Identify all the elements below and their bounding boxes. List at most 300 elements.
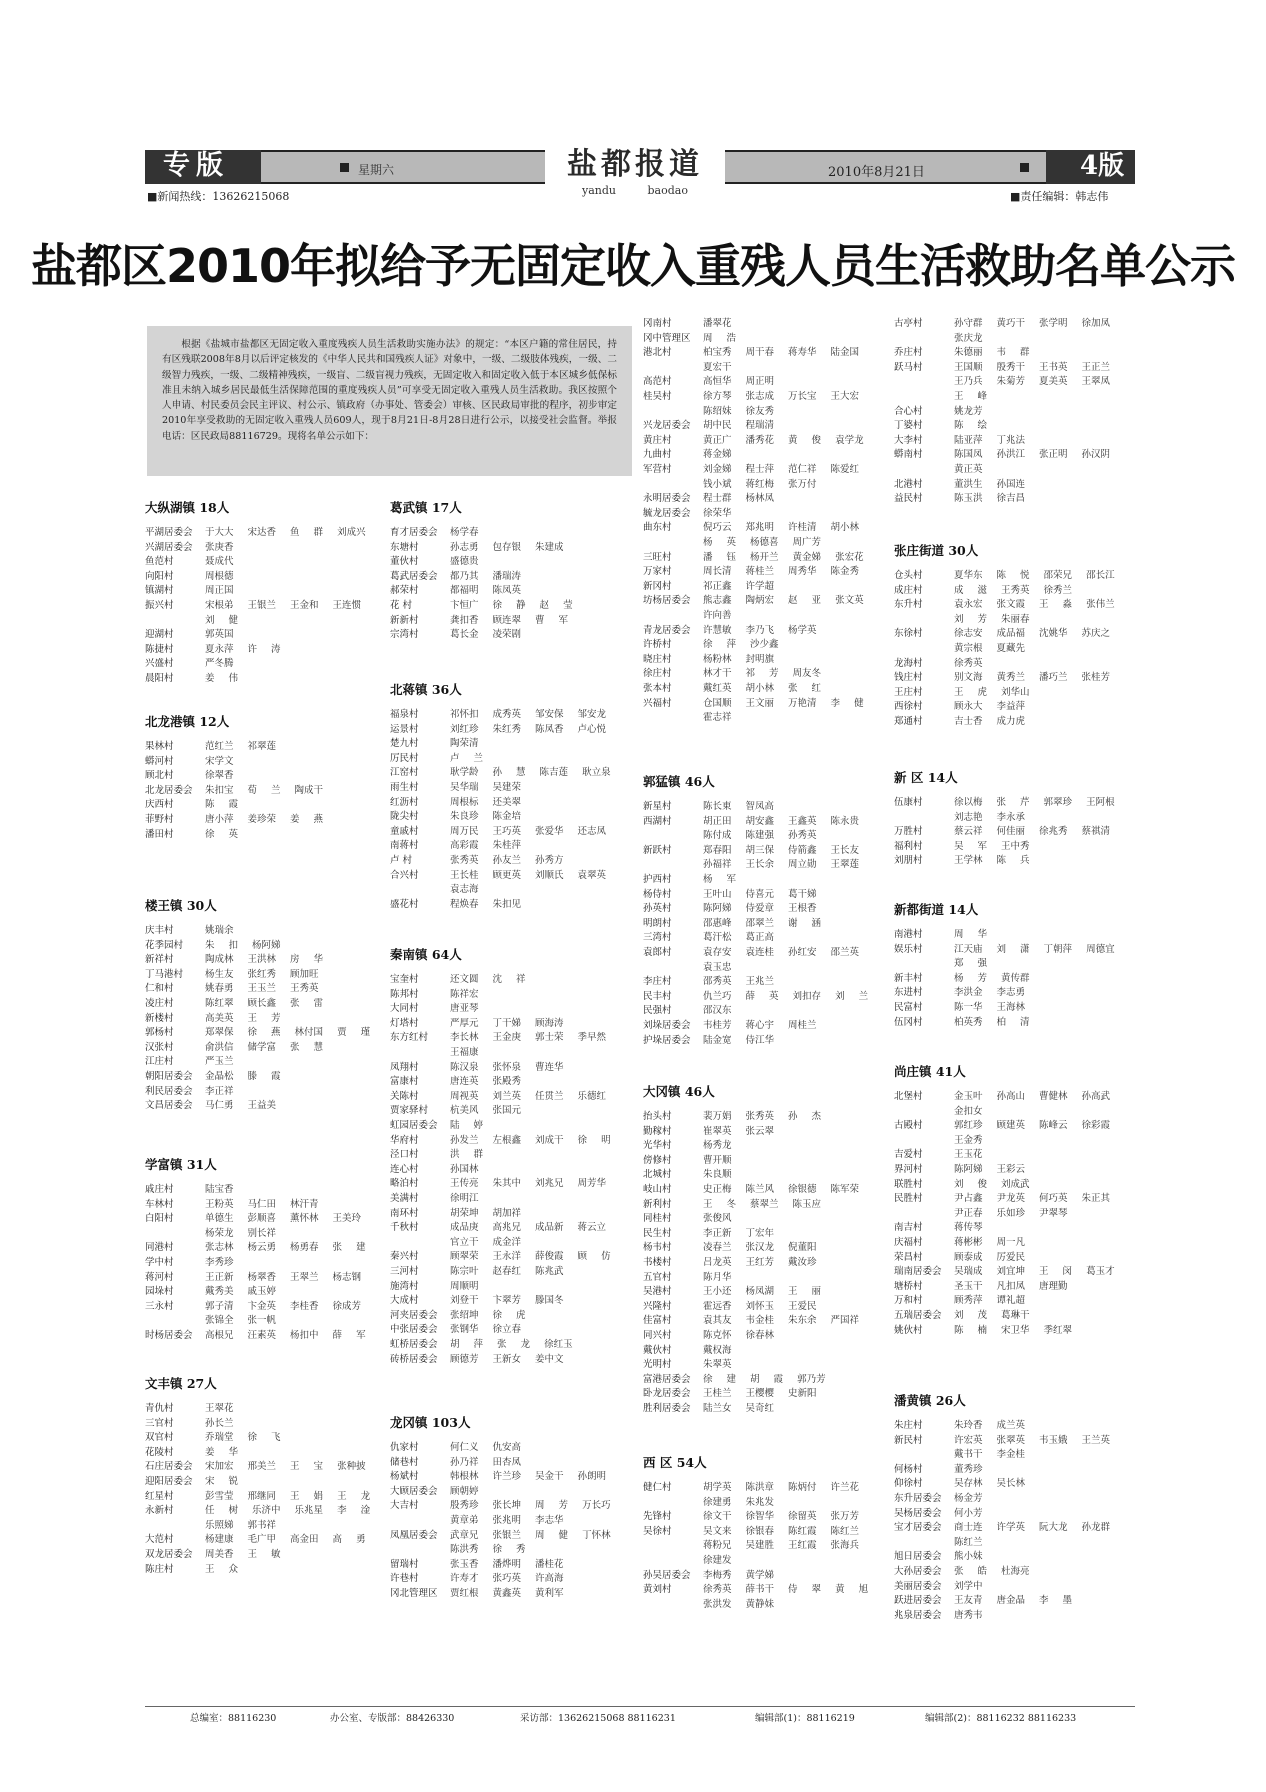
recipient-names: 王 虎 刘华山: [954, 686, 1030, 698]
village-name: 宝才居委会: [894, 1522, 942, 1534]
list-item: [145, 1445, 385, 1460]
village-name: 园垛村: [145, 1286, 174, 1298]
list-item: [643, 710, 883, 725]
list-item: [894, 389, 1134, 404]
list-item: [894, 1491, 1134, 1506]
list-item: [145, 1562, 385, 1577]
recipient-names: 周 华: [954, 929, 988, 940]
village-name: 民丰村: [643, 990, 672, 1002]
list-item: [145, 739, 385, 754]
list-item: [894, 1220, 1134, 1235]
recipient-names: 刘 健: [205, 614, 239, 626]
village-name: 新跃村: [643, 844, 672, 856]
village-name: 港北村: [643, 347, 672, 359]
village-name: 荣昌村: [894, 1251, 923, 1263]
list-item: [390, 1001, 630, 1016]
recipient-names: 别文海 黄秀兰 潘巧兰 张桂芳: [954, 672, 1111, 684]
recipient-names: 卢 兰: [450, 752, 484, 764]
recipient-names: 任 树 乐济中 乐兆星 李 淦: [205, 1505, 371, 1517]
recipient-names: 许宏英 张翠英 韦玉娥 王兰英: [954, 1434, 1111, 1446]
recipient-names: 黄章弟 张兆明 李志华: [450, 1515, 564, 1526]
list-item: [894, 568, 1134, 583]
recipient-names: 吴 军 王中秀: [954, 840, 1030, 852]
village-name: 平湖居委会: [145, 527, 193, 538]
recipient-names: 商士连 许学英 阮大龙 孙龙群: [954, 1522, 1111, 1534]
village-name: 兴福村: [643, 697, 672, 709]
list-item: [643, 462, 883, 477]
list-column-3: [643, 0, 868, 1792]
recipient-names: 何小芳: [954, 1507, 983, 1519]
recipient-names: 曹开顺: [703, 1154, 732, 1166]
list-item: [390, 1147, 630, 1162]
list-item: [643, 1033, 883, 1048]
recipient-names: 陈洪秀 徐 秀: [450, 1544, 526, 1556]
recipient-names: 李正新 丁宏年: [703, 1227, 775, 1239]
recipient-names: 孙长兰: [205, 1417, 234, 1429]
recipient-names: 夏宏干: [703, 361, 732, 373]
village-name: 双官村: [145, 1432, 174, 1444]
list-item: [145, 1240, 385, 1255]
list-item: [894, 956, 1134, 971]
village-name: 许巷村: [390, 1573, 419, 1585]
list-item: [894, 1264, 1134, 1279]
list-item: [894, 1000, 1134, 1015]
village-name: 灯塔村: [390, 1017, 419, 1029]
recipient-names: 郭红珍 顾建英 陈峰云 徐彩霞: [954, 1120, 1111, 1132]
village-name: 娱乐村: [894, 943, 923, 955]
list-column-2: [390, 0, 615, 1792]
village-name: 顾北村: [145, 770, 174, 782]
village-name: 果林村: [145, 741, 174, 752]
village-name: 新星村: [643, 801, 672, 812]
village-name: 晓庄村: [643, 653, 672, 665]
recipient-names: 唐秀韦: [954, 1609, 983, 1621]
recipient-names: 周顺明: [450, 1280, 479, 1292]
recipient-names: 杭美风 张国元: [450, 1105, 522, 1117]
village-name: 车林村: [145, 1198, 174, 1210]
village-name: 富康村: [390, 1076, 419, 1088]
list-item: [894, 433, 1134, 448]
recipient-names: 顾德芳 王新女 姜中文: [450, 1353, 564, 1365]
village-name: 潘田村: [145, 828, 174, 840]
list-item: [145, 540, 385, 555]
village-name: 许桥村: [643, 639, 672, 651]
village-name: 跃进居委会: [894, 1595, 942, 1607]
list-item: [894, 1535, 1134, 1550]
town-heading: 楼王镇 30人: [145, 898, 217, 913]
recipient-names: 周长清 蒋桂兰 周秀华 陈金秀: [703, 566, 860, 578]
list-item: [643, 608, 883, 623]
list-item: [390, 838, 630, 853]
village-name: 民胜村: [894, 1193, 923, 1205]
recipient-names: 杨学春: [450, 527, 479, 538]
recipient-names: 孙乃祥 田杏凤: [450, 1456, 522, 1468]
recipient-names: 程焕春 朱扣见: [450, 898, 522, 910]
recipient-names: 戴权海: [703, 1344, 732, 1356]
list-item: [894, 1462, 1134, 1477]
village-name: 联胜村: [894, 1178, 923, 1190]
village-name: 卧龙居委会: [643, 1388, 691, 1400]
list-item: [145, 1328, 385, 1343]
recipient-names: 顾朝婷: [450, 1485, 479, 1497]
list-item: [894, 1015, 1134, 1030]
logo-pinyin: yandu baodao: [582, 184, 688, 197]
list-item: [643, 681, 883, 696]
village-name: 书楼村: [643, 1257, 672, 1268]
recipient-names: 袁存安 袁连桂 孙红安 邵兰英: [703, 947, 860, 958]
village-name: 万家村: [643, 566, 672, 578]
list-item: [145, 1182, 385, 1197]
list-item: [894, 1418, 1134, 1433]
list-item: [643, 1167, 883, 1182]
recipient-names: 李洪金 李志勇: [954, 987, 1026, 999]
village-name: 杨侍村: [643, 888, 672, 900]
recipient-names: 仇兰巧 薛 英 刘扣存 刘 兰: [703, 990, 869, 1002]
recipient-names: 还文圆 沈 祥: [450, 974, 526, 985]
list-item: [894, 1579, 1134, 1594]
village-name: 何杨村: [894, 1463, 923, 1475]
list-item: [145, 569, 385, 584]
village-name: 万胜村: [894, 826, 923, 838]
village-name: 南港村: [894, 929, 923, 940]
village-name: 陈邦村: [390, 988, 419, 1000]
town-heading: 郭猛镇 46人: [643, 774, 715, 789]
list-item: [643, 316, 883, 331]
list-item: [894, 1564, 1134, 1579]
list-item: [145, 981, 385, 996]
village-name: 合兴村: [390, 869, 419, 881]
list-item: [390, 809, 630, 824]
recipient-names: 耿学龄 孙 慧 陈吉莲 耿立泉: [450, 767, 611, 779]
village-name: 民富村: [894, 1002, 923, 1013]
list-item: [390, 1498, 630, 1513]
list-item: [643, 1480, 883, 1495]
recipient-names: 李梅秀 黄学娣: [703, 1569, 775, 1581]
recipient-names: 祁正鑫 许学超: [703, 580, 775, 592]
village-name: 蟒河村: [145, 755, 174, 767]
recipient-names: 徐志安 成品福 沈姚华 苏庆之: [954, 628, 1111, 640]
recipient-names: 成品庚 高兆兄 成品新 蒋云立: [450, 1222, 607, 1234]
list-item: [643, 1568, 883, 1583]
list-item: [390, 1352, 630, 1367]
list-item: [643, 331, 883, 346]
list-item: [390, 1557, 630, 1572]
recipient-names: 张绍坤 徐 虎: [450, 1309, 526, 1321]
village-name: 护西村: [643, 874, 672, 885]
list-item: [390, 598, 630, 613]
list-item: [643, 945, 883, 960]
village-name: 陈庄村: [145, 1563, 174, 1575]
village-name: 勤稼村: [643, 1125, 672, 1137]
recipient-names: 李秀珍: [205, 1257, 234, 1268]
recipient-names: 成 滋 王秀英 徐秀兰: [954, 584, 1073, 596]
list-item: [894, 1177, 1134, 1192]
recipient-names: 吕龙英 王红芳 戴汝珍: [703, 1257, 817, 1268]
recipient-names: 严玉兰: [205, 1056, 234, 1068]
village-name: 花陵村: [145, 1446, 174, 1458]
list-item: [894, 1520, 1134, 1535]
list-item: [390, 540, 630, 555]
village-name: 杨斌村: [390, 1471, 419, 1483]
village-name: 福利村: [894, 840, 923, 852]
village-name: 傍修村: [643, 1154, 672, 1166]
village-name: 南环村: [390, 1207, 419, 1219]
recipient-names: 胡正田 胡安鑫 王鑫英 陈永贵: [703, 815, 860, 827]
village-name: 迎湖村: [145, 629, 174, 641]
recipient-names: 徐建勇 朱兆发: [703, 1496, 775, 1508]
list-item: [643, 1284, 883, 1299]
recipient-names: 吴存林 吴长林: [954, 1478, 1026, 1490]
town-heading: 学富镇 31人: [145, 1157, 217, 1172]
recipient-names: 徐 萍 沙少鑫: [703, 639, 779, 651]
village-name: 黄刘村: [643, 1584, 672, 1596]
village-name: 胜利居委会: [643, 1403, 691, 1414]
recipient-names: 高彩霞 朱桂萍: [450, 840, 522, 852]
recipient-names: 金玉叶 孙高山 曹健林 孙高武: [954, 1091, 1111, 1102]
recipient-names: 王福康: [450, 1047, 479, 1058]
list-item: [894, 971, 1134, 986]
recipient-names: 陈 霞: [205, 799, 239, 811]
list-item: [145, 1025, 385, 1040]
list-item: [390, 707, 630, 722]
recipient-names: 王乃兵 朱菊芳 夏美英 王翠凤: [954, 376, 1111, 388]
recipient-names: 张庆龙: [954, 332, 983, 344]
list-item: [643, 433, 883, 448]
village-name: 新祥村: [145, 954, 174, 966]
recipient-names: 王学林 陈 兵: [954, 855, 1030, 867]
list-item: [643, 930, 883, 945]
recipient-names: 徐方琴 张志成 万长宝 王大宏: [703, 391, 860, 402]
village-name: 泾口村: [390, 1149, 419, 1161]
village-name: 福泉村: [390, 709, 419, 720]
recipient-names: 陆兰女 吴奇红: [703, 1403, 775, 1414]
village-name: 宝奎村: [390, 974, 419, 985]
recipient-names: 凌春兰 张汉龙 倪董阳: [703, 1242, 817, 1254]
village-name: 新新村: [390, 614, 419, 626]
recipient-names: 宋根弟 王银兰 王金和 王连惯: [205, 600, 362, 611]
list-item: [894, 418, 1134, 433]
recipient-names: 陈祥宏: [450, 988, 479, 1000]
village-name: 镇湖村: [145, 585, 174, 597]
village-name: 冈南村: [643, 318, 672, 329]
recipient-names: 王 峰: [954, 391, 988, 402]
list-item: [894, 795, 1134, 810]
recipient-names: 袁其友 韦金桂 朱东余 严国祥: [703, 1315, 860, 1327]
town-heading: 文丰镇 27人: [145, 1376, 217, 1391]
village-name: 红沥村: [390, 796, 419, 808]
list-item: [643, 1401, 883, 1416]
village-name: 江窑村: [390, 767, 419, 779]
recipient-names: 邵惠峰 邵翠兰 谢 涵: [703, 917, 822, 929]
list-item: [643, 360, 883, 375]
list-item: [643, 1124, 883, 1139]
recipient-names: 杨金芳: [954, 1493, 983, 1504]
village-name: 冈北管理区: [390, 1588, 438, 1599]
village-name: 郝荣村: [390, 585, 419, 597]
recipient-names: 宋学文: [205, 755, 234, 767]
list-item: [894, 1089, 1134, 1104]
recipient-names: 姚龙芳: [954, 405, 983, 417]
recipient-names: 杨生友 张红秀 顾加旺: [205, 968, 319, 980]
village-name: 毓龙居委会: [643, 507, 691, 519]
recipient-names: 张洪发 黄静妹: [703, 1598, 775, 1610]
village-name: 江庄村: [145, 1056, 174, 1068]
recipient-names: 韩根林 许兰珍 吴金干 孙朗明: [450, 1471, 607, 1483]
village-name: 同港村: [145, 1242, 174, 1254]
list-item: [643, 506, 883, 521]
list-item: [894, 1506, 1134, 1521]
recipient-names: 王 众: [205, 1563, 239, 1575]
recipient-names: 严冬腾: [205, 658, 234, 670]
recipient-names: 周万民 王巧英 张爱华 还志凤: [450, 825, 607, 837]
recipient-names: 陈绍妹 徐友秀: [703, 405, 775, 417]
list-item: [643, 1270, 883, 1285]
list-item: [894, 1118, 1134, 1133]
list-item: [145, 923, 385, 938]
list-item: [390, 1279, 630, 1294]
list-item: [145, 797, 385, 812]
village-name: 丁马港村: [145, 968, 184, 980]
village-name: 佳富村: [643, 1315, 672, 1327]
recipient-names: 乔瑞堂 徐 飞: [205, 1432, 281, 1444]
list-item: [643, 1386, 883, 1401]
recipient-names: 王粉英 马仁田 林汗青: [205, 1198, 319, 1210]
town-heading: 龙冈镇 103人: [390, 1415, 471, 1430]
recipient-names: 葛长金 凌荣剧: [450, 629, 522, 641]
village-name: 抬头村: [643, 1111, 672, 1122]
village-name: 凤翔村: [390, 1061, 419, 1073]
village-name: 花季园村: [145, 939, 184, 951]
list-item: [145, 1518, 385, 1533]
recipient-names: 陈 绘: [954, 420, 988, 432]
recipient-names: 霍志祥: [703, 712, 732, 724]
list-item: [894, 583, 1134, 598]
list-item: [145, 812, 385, 827]
recipient-names: 杨 芳 黄传群: [954, 972, 1030, 984]
recipient-names: 董秀珍: [954, 1463, 983, 1475]
list-item: [643, 1372, 883, 1387]
recipient-names: 孙守群 黄巧干 张学明 徐加凤: [954, 318, 1111, 329]
village-name: 跃马村: [894, 361, 923, 373]
list-item: [145, 642, 385, 657]
village-name: 庆西村: [145, 799, 174, 811]
list-item: [643, 887, 883, 902]
list-item: [894, 345, 1134, 360]
recipient-names: 孙发兰 左根鑫 刘成干 徐 明: [450, 1134, 611, 1146]
village-name: 大孙居委会: [894, 1566, 942, 1577]
list-item: [145, 1547, 385, 1562]
list-item: [643, 637, 883, 652]
list-item: [390, 1322, 630, 1337]
list-item: [145, 1211, 385, 1226]
recipient-names: 陆宝香: [205, 1184, 234, 1195]
village-name: 孙英村: [643, 903, 672, 915]
village-name: 民强村: [643, 1005, 672, 1017]
recipient-names: 刘金娣 程士萍 范仁祥 陈爱红: [703, 464, 860, 475]
recipient-names: 陈红兰: [954, 1536, 983, 1548]
town-heading: 秦南镇 64人: [390, 947, 462, 962]
recipient-names: 蒋传琴: [954, 1222, 983, 1234]
list-item: [145, 1054, 385, 1069]
recipient-names: 王叶山 侍喜元 葛干娣: [703, 888, 817, 900]
recipient-names: 陈宗叶 赵春红 陈兆武: [450, 1266, 564, 1277]
recipient-names: 朱德丽 韦 群: [954, 347, 1030, 359]
recipient-names: 顾泰成 厉爱民: [954, 1251, 1026, 1263]
list-item: [145, 1401, 385, 1416]
recipient-names: 杨 英 杨德喜 周广芳: [703, 537, 822, 548]
village-name: 益民村: [894, 493, 923, 505]
recipient-names: 马仁勇 王益美: [205, 1100, 277, 1112]
village-name: 永新村: [145, 1505, 174, 1517]
list-item: [390, 1103, 630, 1118]
recipient-names: 周正国: [205, 585, 234, 597]
village-name: 古亭村: [894, 318, 923, 329]
village-name: 朱庄村: [894, 1420, 923, 1431]
village-name: 塘桥村: [894, 1280, 923, 1292]
recipient-names: 金晶松 滕 霞: [205, 1071, 281, 1082]
list-item: [643, 550, 883, 565]
village-name: 菲野村: [145, 814, 174, 825]
list-item: [894, 360, 1134, 375]
recipient-names: 周 浩: [703, 332, 737, 344]
village-name: 乔庄村: [894, 347, 923, 359]
recipient-names: 朱玲香 成兰英: [954, 1420, 1026, 1431]
village-name: 瑞南居委会: [894, 1266, 942, 1278]
list-item: [643, 1313, 883, 1328]
recipient-names: 宋 锐: [205, 1476, 239, 1487]
list-item: [894, 1608, 1134, 1623]
list-item: [643, 1226, 883, 1241]
list-item: [643, 520, 883, 535]
village-name: 河夹居委会: [390, 1309, 438, 1321]
village-name: 郭杨村: [145, 1027, 174, 1039]
list-column-1: [145, 0, 370, 1792]
recipient-names: 江天庙 刘 潇 丁朝萍 周德宜: [954, 943, 1115, 955]
recipient-names: 程士群 杨林凤: [703, 493, 775, 505]
village-name: 成庄村: [894, 584, 923, 596]
village-name: 先锋村: [643, 1511, 672, 1523]
list-item: [390, 1133, 630, 1148]
recipient-names: 郭子清 卞金英 李桂香 徐成芳: [205, 1300, 362, 1312]
list-item: [390, 1337, 630, 1352]
village-name: 吴徐村: [643, 1525, 672, 1537]
list-item: [894, 1147, 1134, 1162]
recipient-names: 史正梅 陈兰风 徐银德 陈军荣: [703, 1184, 860, 1195]
village-name: 东徐村: [894, 628, 923, 640]
recipient-names: 王国顺 殷秀干 王书英 王正兰: [954, 361, 1111, 373]
recipient-names: 祁怀扣 成秀英 邹安保 邹安龙: [450, 709, 607, 720]
village-name: 运景村: [390, 723, 419, 735]
village-name: 大李村: [894, 434, 923, 446]
responsible-editor: ■责任编辑：韩志伟: [1010, 190, 1109, 203]
recipient-names: 孙志勇 包存银 朱建成: [450, 541, 564, 553]
village-name: 虹桥居委会: [390, 1339, 438, 1350]
village-name: 健仁村: [643, 1482, 672, 1493]
list-item: [390, 1586, 630, 1601]
list-item: [894, 597, 1134, 612]
recipient-names: 龚扣香 顾连翠 曹 军: [450, 614, 569, 626]
recipient-names: 蒋粉兄 吴建胜 王红霞 张海兵: [703, 1540, 860, 1552]
village-name: 北堡村: [894, 1091, 923, 1102]
village-name: 宗湾村: [390, 629, 419, 641]
recipient-names: 朱扣宝 荀 兰 陶成干: [205, 784, 324, 796]
recipient-names: 张钢华 徐立春: [450, 1324, 522, 1336]
list-item: [894, 1293, 1134, 1308]
footer-contact: 办公室、专版部：88426330: [330, 1713, 455, 1724]
recipient-names: 黄正英: [954, 464, 983, 475]
recipient-names: 都乃其 潘瑞涛: [450, 570, 522, 582]
village-name: 军营村: [643, 464, 672, 475]
